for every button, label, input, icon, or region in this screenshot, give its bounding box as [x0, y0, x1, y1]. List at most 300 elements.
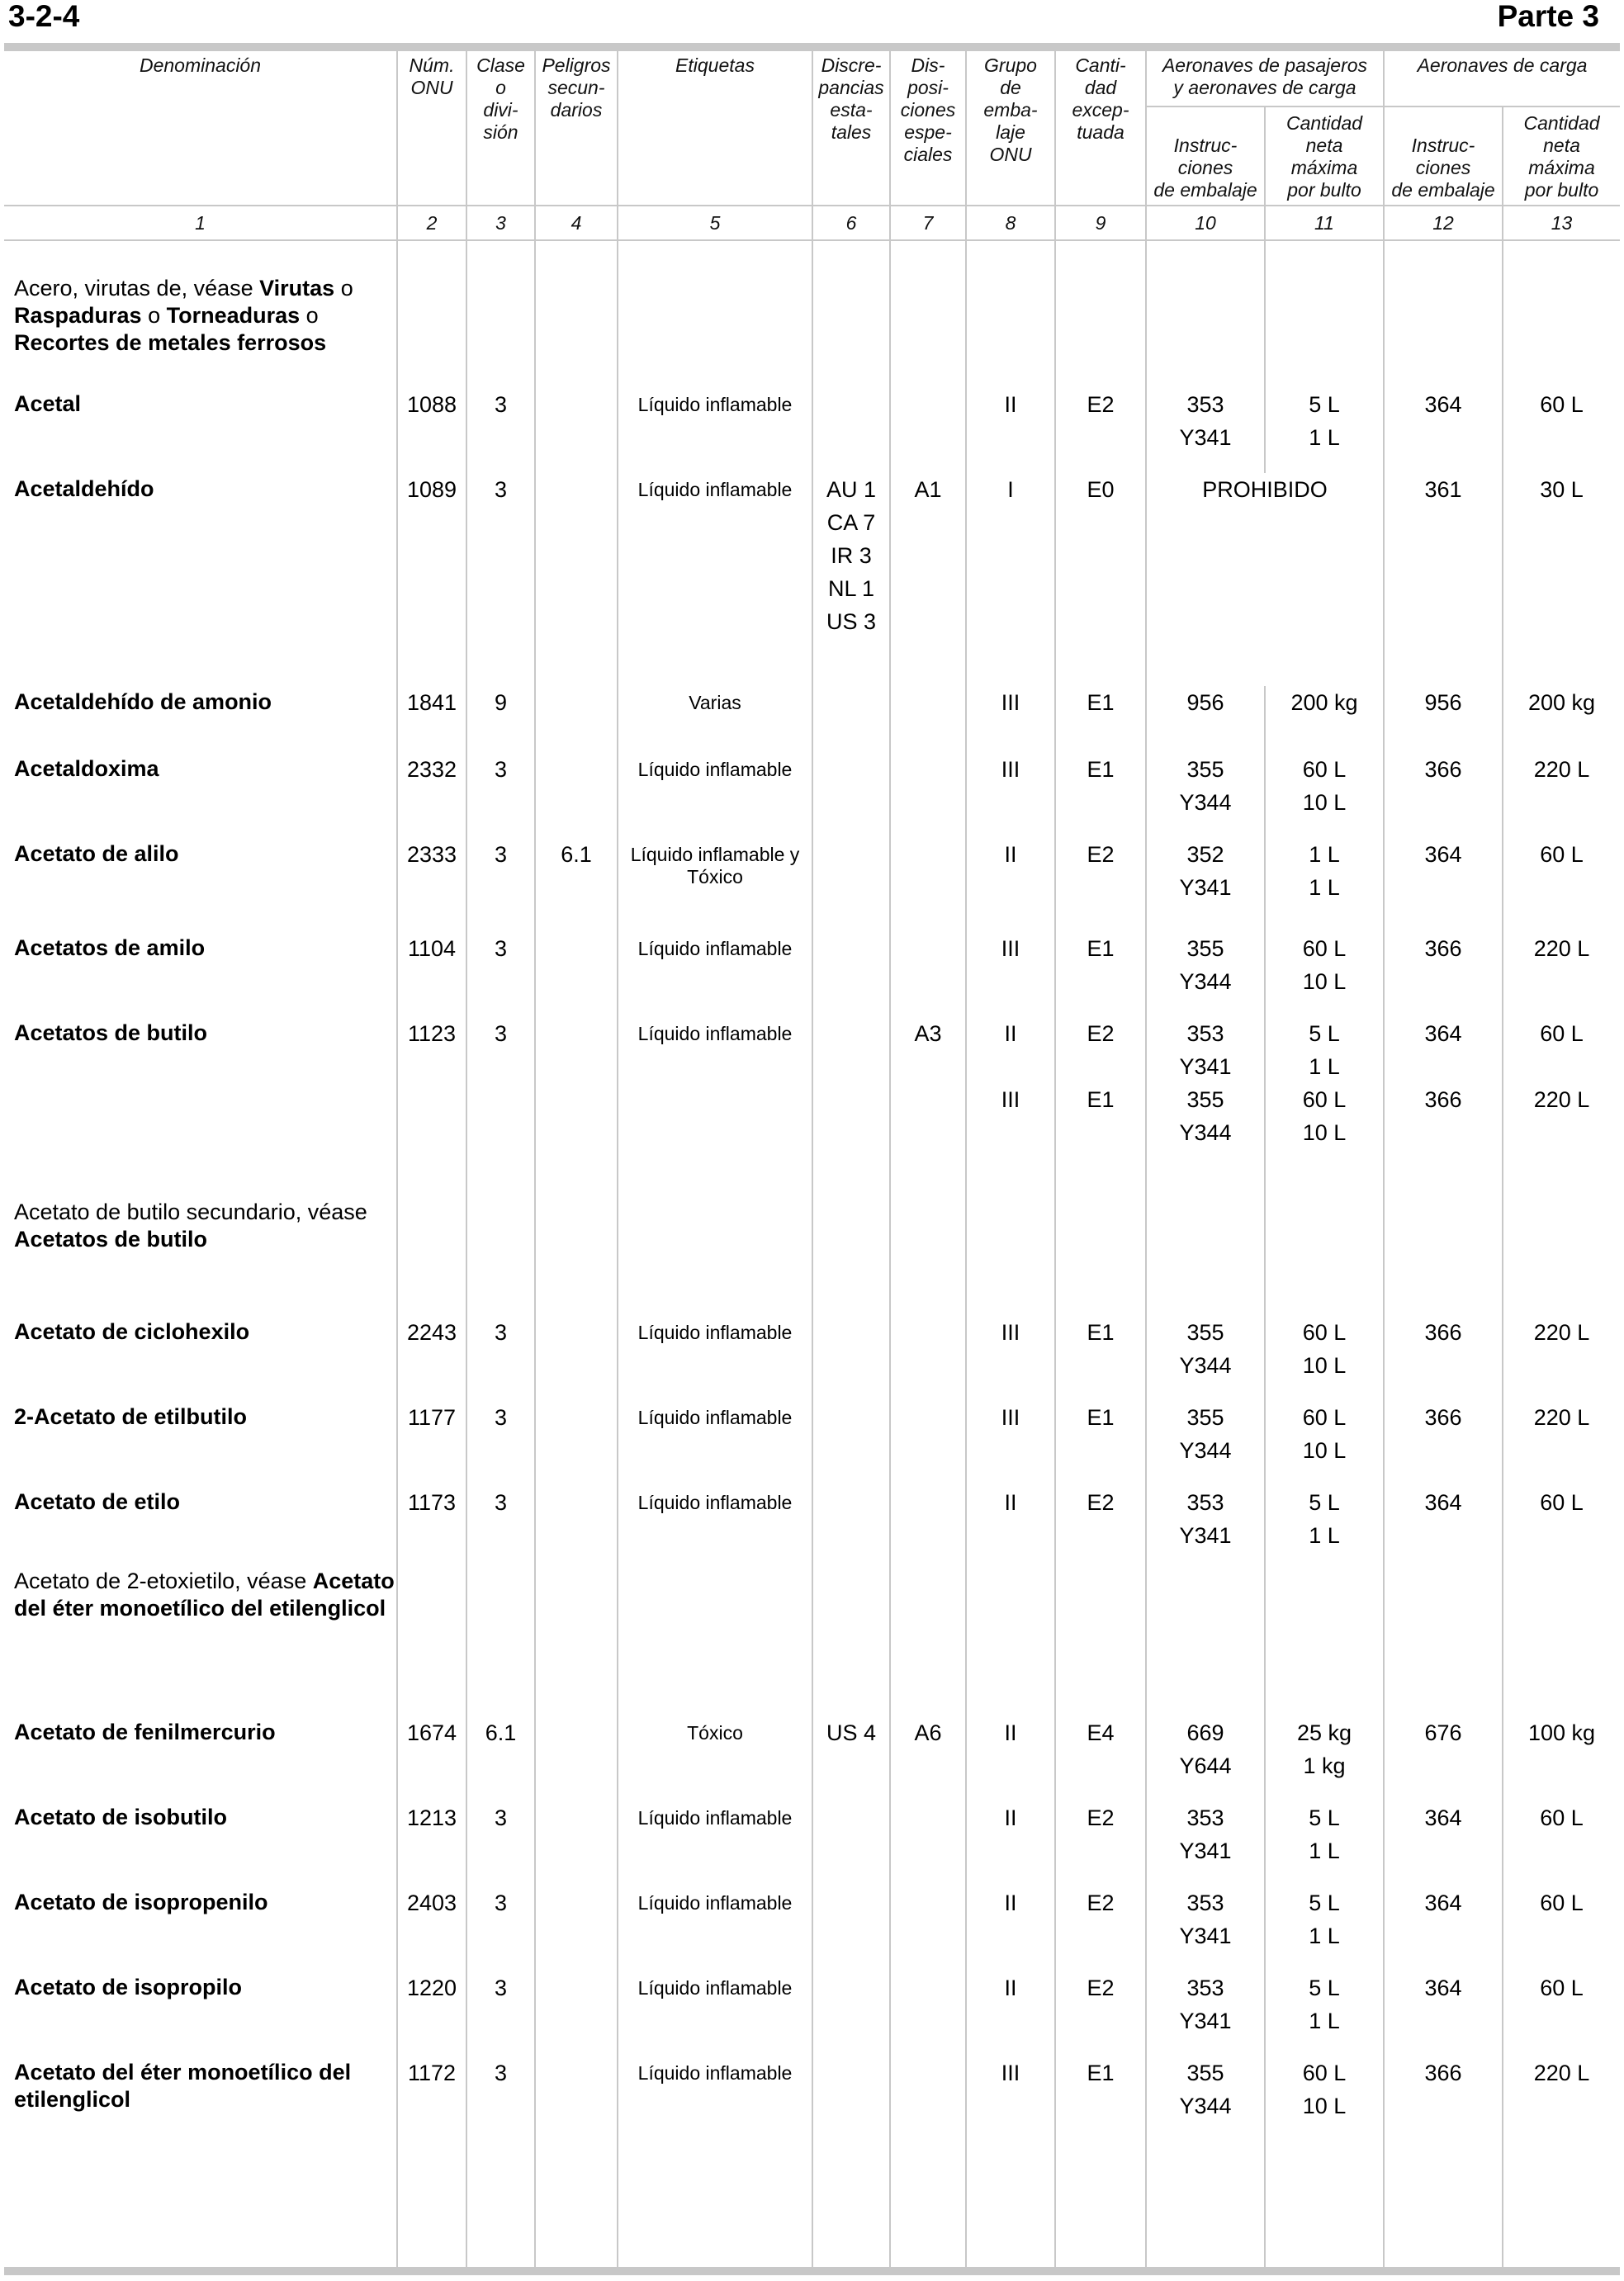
- filler-cell: [1503, 2141, 1620, 2267]
- state-variation-cell: [812, 753, 890, 838]
- cell-line: E1: [1087, 1087, 1115, 1112]
- un-number-cell: [397, 2056, 466, 2141]
- cell-text: 3: [494, 1805, 508, 1830]
- cell-line: E1: [1087, 2061, 1115, 2085]
- cell-line: 352: [1186, 842, 1224, 867]
- subsidiary-hazard-cell: [535, 1716, 618, 1801]
- passenger-quantity-cell: [1265, 753, 1384, 838]
- passenger-instruction-cell: [1146, 1801, 1265, 1886]
- state-variation-cell: [812, 1716, 890, 1801]
- cell-text: 1104: [407, 936, 457, 961]
- subsidiary-hazard-cell: [535, 1971, 618, 2056]
- cell-line: [967, 1050, 1054, 1083]
- header-line: ONU: [410, 77, 453, 98]
- cell-text: 3: [494, 392, 508, 417]
- cell-line: E2: [1087, 1805, 1115, 1830]
- filler-cell: [466, 2141, 535, 2267]
- subsidiary-hazard-cell: [535, 686, 618, 753]
- cell-text: Líquido inflamable: [637, 759, 793, 780]
- denominacion-cell: [4, 2056, 397, 2141]
- cell-line: 353: [1186, 1891, 1224, 1915]
- cell-line: E1: [1087, 936, 1115, 961]
- cargo-instruction-cell: [1384, 686, 1503, 753]
- un-number-cell: [397, 1716, 466, 1801]
- cell-line: II: [1004, 1490, 1017, 1515]
- cell-line: 355: [1186, 1320, 1224, 1345]
- col-discrepancias: [812, 51, 890, 206]
- header-line: Instruc-: [1411, 135, 1475, 156]
- empty-cell: [535, 1196, 618, 1316]
- packing-group-cell: [966, 1486, 1055, 1565]
- passenger-quantity-cell: [1265, 838, 1384, 932]
- substance-name: Acetato de fenilmercurio: [14, 1720, 276, 1744]
- empty-cell: [1265, 272, 1384, 388]
- cargo-quantity-cell: [1503, 1971, 1620, 2056]
- subsidiary-hazard-cell: [535, 753, 618, 838]
- cell-line: Y341: [1179, 425, 1232, 450]
- empty-cell: [466, 1196, 535, 1316]
- cell-text: 1841: [406, 690, 457, 715]
- substance-name: Acetatos de amilo: [14, 935, 206, 960]
- cell-line: 366: [1424, 1320, 1462, 1345]
- un-number-cell: [397, 686, 466, 753]
- special-provision-cell: [890, 1401, 966, 1486]
- special-provision-cell: [890, 1971, 966, 2056]
- cell-line: 60 L: [1540, 1891, 1584, 1915]
- cell-line: III: [1001, 936, 1020, 961]
- cell-text: 1173: [407, 1490, 457, 1515]
- label-cell: [618, 1401, 812, 1486]
- packing-group-cell: [966, 1886, 1055, 1971]
- excepted-quantity-cell: [1055, 686, 1146, 753]
- packing-group-cell: [966, 1716, 1055, 1801]
- cell-line: III: [1001, 1320, 1020, 1345]
- subsidiary-hazard-cell: [535, 1486, 618, 1565]
- passenger-quantity-cell: [1265, 1401, 1384, 1486]
- table-row: [4, 388, 1620, 473]
- col-clase: [466, 51, 535, 206]
- cargo-quantity-cell: [1503, 473, 1620, 686]
- cell-line: E2: [1087, 1976, 1115, 2000]
- cell-text: 1089: [406, 477, 457, 502]
- col-cantidad-exceptuada: [1055, 51, 1146, 206]
- filler-cell: [1265, 2141, 1384, 2267]
- special-provision-cell: [890, 1716, 966, 1801]
- cell-line: [1056, 1050, 1145, 1083]
- passenger-quantity-cell: [1265, 1886, 1384, 1971]
- table-row: [4, 1716, 1620, 1801]
- cargo-instruction-cell: [1384, 1017, 1503, 1196]
- col-etiquetas: Etiquetas: [618, 51, 812, 206]
- empty-cell: [966, 1196, 1055, 1316]
- cell-text: Líquido inflamable: [637, 394, 793, 415]
- filler-cell: [1146, 2141, 1265, 2267]
- cell-line: Y341: [1179, 2009, 1232, 2033]
- cell-line: E1: [1087, 757, 1115, 782]
- empty-cell: [812, 1196, 890, 1316]
- cell-line: 60 L: [1540, 392, 1584, 417]
- empty-cell: [1055, 1565, 1146, 1716]
- empty-cell: [1503, 272, 1620, 388]
- cell-line: 5 L: [1309, 1805, 1340, 1830]
- cell-line: III: [1001, 690, 1020, 715]
- spacer-cell: [890, 240, 966, 272]
- cell-line: 200 kg: [1290, 690, 1358, 715]
- table-row: [4, 1316, 1620, 1401]
- empty-cell: [1384, 272, 1503, 388]
- packing-group-cell: [966, 1017, 1055, 1196]
- state-variation-cell: [812, 2056, 890, 2141]
- cell-line: 5 L: [1309, 1490, 1340, 1515]
- filler-cell: [890, 2141, 966, 2267]
- filler-cell: [1055, 2141, 1146, 2267]
- filler-cell: [812, 2141, 890, 2267]
- filler-row: [4, 2141, 1620, 2267]
- col-instrucciones-carga: [1384, 106, 1503, 206]
- spacer-row: [4, 240, 1620, 272]
- table-row: [4, 686, 1620, 753]
- cell-line: [1503, 1050, 1620, 1083]
- spacer-cell: [1055, 240, 1146, 272]
- filler-cell: [618, 2141, 812, 2267]
- cell-line: US 4: [826, 1720, 877, 1745]
- header-line: Discre-: [821, 54, 882, 76]
- header-line: neta: [1305, 135, 1343, 156]
- cell-line: 60 L: [1302, 1087, 1347, 1112]
- subsidiary-hazard-cell: [535, 1017, 618, 1196]
- cell-line: [1385, 1050, 1502, 1083]
- cell-line: US 3: [826, 609, 877, 634]
- passenger-instruction-cell: [1146, 1017, 1265, 1196]
- denominacion-cell: [4, 473, 397, 686]
- empty-cell: [535, 272, 618, 388]
- spacer-cell: [397, 240, 466, 272]
- cell-line: III: [1001, 1405, 1020, 1430]
- un-number-cell: [397, 1486, 466, 1565]
- substance-name: Acetato de isopropenilo: [14, 1890, 268, 1914]
- packing-group-cell: [966, 1801, 1055, 1886]
- substance-name: Acetato de isopropilo: [14, 1975, 243, 1999]
- cargo-quantity-cell: [1503, 1716, 1620, 1801]
- cell-line: E1: [1087, 1405, 1115, 1430]
- label-cell: [618, 388, 812, 473]
- prohibited-text: PROHIBIDO: [1202, 477, 1328, 502]
- group-carga: [1384, 51, 1620, 106]
- cell-line: 1 L: [1309, 1054, 1340, 1079]
- passenger-instruction-cell: [1146, 1486, 1265, 1565]
- spacer-cell: [535, 240, 618, 272]
- passenger-instruction-cell: [1146, 1971, 1265, 2056]
- cell-text: 3: [494, 757, 508, 782]
- spacer-cell: [4, 240, 397, 272]
- substance-name: Acetaldehído: [14, 476, 154, 501]
- cell-text: 1177: [407, 1405, 457, 1430]
- empty-cell: [1055, 1196, 1146, 1316]
- col-disposiciones: [890, 51, 966, 206]
- header-line: Grupo: [984, 54, 1037, 76]
- cell-text: 1220: [406, 1976, 457, 2000]
- cell-line: 366: [1424, 1087, 1462, 1112]
- cell-line: E1: [1087, 1320, 1115, 1345]
- cell-line: 676: [1424, 1720, 1462, 1745]
- header-line: Peligros: [542, 54, 611, 76]
- cell-line: 60 L: [1540, 842, 1584, 867]
- cell-text: Varias: [689, 692, 741, 713]
- reference-text: o: [334, 276, 353, 301]
- header-line: excep-: [1072, 99, 1129, 121]
- label-cell: [618, 686, 812, 753]
- class-cell: [466, 1886, 535, 1971]
- empty-cell: [1146, 1196, 1265, 1316]
- cell-line: 353: [1186, 1805, 1224, 1830]
- cell-line: 200 kg: [1527, 690, 1596, 715]
- cell-line: E2: [1087, 842, 1115, 867]
- state-variation-cell: [812, 1316, 890, 1401]
- cell-line: 5 L: [1309, 1021, 1340, 1046]
- cell-line: 60 L: [1540, 1976, 1584, 2000]
- packing-group-cell: [966, 2056, 1055, 2141]
- cell-line: 10 L: [1302, 2094, 1347, 2118]
- cell-line: Y344: [1179, 1353, 1232, 1378]
- label-cell: [618, 2056, 812, 2141]
- cargo-instruction-cell: [1384, 388, 1503, 473]
- cell-text: 3: [494, 1320, 508, 1345]
- cargo-instruction-cell: [1384, 753, 1503, 838]
- header-line: ciones: [900, 99, 956, 121]
- header-line: ONU: [989, 144, 1032, 165]
- passenger-quantity-cell: [1265, 1017, 1384, 1196]
- passenger-quantity-cell: [1265, 1801, 1384, 1886]
- cargo-quantity-cell: [1503, 838, 1620, 932]
- substance-name: Acetal: [14, 391, 82, 416]
- cell-line: E2: [1087, 1891, 1115, 1915]
- column-numbers: [4, 206, 1620, 240]
- cargo-quantity-cell: [1503, 1886, 1620, 1971]
- empty-cell: [397, 1196, 466, 1316]
- cell-text: Líquido inflamable: [637, 1407, 793, 1428]
- cell-line: 1 L: [1309, 1839, 1340, 1863]
- empty-cell: [535, 1565, 618, 1716]
- table-row: [4, 1971, 1620, 2056]
- special-provision-cell: [890, 473, 966, 686]
- reference-target: Torneaduras: [166, 303, 301, 328]
- cell-line: 220 L: [1533, 936, 1590, 961]
- empty-cell: [618, 1565, 812, 1716]
- denominacion-cell: [4, 686, 397, 753]
- un-number-cell: [397, 1017, 466, 1196]
- empty-cell: [1384, 1565, 1503, 1716]
- cargo-instruction-cell: [1384, 1401, 1503, 1486]
- cell-line: Y344: [1179, 790, 1232, 815]
- label-cell: [618, 1716, 812, 1801]
- cell-text: 3: [494, 1891, 508, 1915]
- column-number: 5: [618, 206, 812, 240]
- excepted-quantity-cell: [1055, 753, 1146, 838]
- cell-line: 355: [1186, 2061, 1224, 2085]
- passenger-prohibited-cell: [1146, 473, 1384, 686]
- header-line: Cantidad: [1523, 112, 1600, 134]
- spacer-cell: [1146, 240, 1265, 272]
- cell-line: 60 L: [1302, 2061, 1347, 2085]
- cell-line: E2: [1087, 1021, 1115, 1046]
- un-number-cell: [397, 1316, 466, 1401]
- cell-text: A1: [914, 477, 942, 502]
- spacer-cell: [1265, 240, 1384, 272]
- class-cell: [466, 1486, 535, 1565]
- class-cell: [466, 1801, 535, 1886]
- class-cell: [466, 686, 535, 753]
- empty-cell: [1146, 272, 1265, 388]
- cell-line: 355: [1186, 757, 1224, 782]
- empty-cell: [1146, 1565, 1265, 1716]
- header-line: Cantidad: [1285, 112, 1363, 134]
- passenger-instruction-cell: [1146, 686, 1265, 753]
- spacer-cell: [618, 240, 812, 272]
- cell-line: 30 L: [1540, 477, 1584, 502]
- cell-text: Tóxico: [687, 1722, 743, 1744]
- state-variation-cell: [812, 932, 890, 1017]
- cargo-instruction-cell: [1384, 932, 1503, 1017]
- subsidiary-hazard-cell: [535, 838, 618, 932]
- label-cell: [618, 1801, 812, 1886]
- header-line: Clase: [476, 54, 525, 76]
- passenger-instruction-cell: [1146, 753, 1265, 838]
- cell-text: A3: [914, 1021, 942, 1046]
- cell-line: 353: [1186, 392, 1224, 417]
- cell-line: 364: [1424, 1976, 1462, 2000]
- cargo-quantity-cell: [1503, 388, 1620, 473]
- passenger-instruction-cell: [1146, 1716, 1265, 1801]
- empty-cell: [1265, 1565, 1384, 1716]
- cell-line: II: [1004, 392, 1017, 417]
- table-row: [4, 1401, 1620, 1486]
- subsidiary-hazard-cell: [535, 1886, 618, 1971]
- cell-line: 5 L: [1309, 1891, 1340, 1915]
- cell-line: 364: [1424, 1805, 1462, 1830]
- cargo-quantity-cell: [1503, 1486, 1620, 1565]
- cell-line: E0: [1087, 477, 1115, 502]
- excepted-quantity-cell: [1055, 1886, 1146, 1971]
- header-line: divi-: [483, 99, 518, 121]
- un-number-cell: [397, 1971, 466, 2056]
- cell-line: Y344: [1179, 969, 1232, 994]
- special-provision-cell: [890, 686, 966, 753]
- cell-line: II: [1004, 1720, 1017, 1745]
- header-line: Instruc-: [1173, 135, 1238, 156]
- cargo-instruction-cell: [1384, 838, 1503, 932]
- cell-line: 366: [1424, 1405, 1462, 1430]
- cell-text: 2243: [406, 1320, 457, 1345]
- special-provision-cell: [890, 1316, 966, 1401]
- empty-cell: [812, 272, 890, 388]
- state-variation-cell: [812, 473, 890, 686]
- cell-text: Líquido inflamable: [637, 938, 793, 959]
- header-line: por bulto: [1287, 179, 1361, 201]
- un-number-cell: [397, 1401, 466, 1486]
- header-line: tuada: [1077, 121, 1124, 143]
- reference-row: [4, 1565, 1620, 1716]
- empty-cell: [966, 272, 1055, 388]
- denominacion-cell: [4, 1886, 397, 1971]
- packing-group-cell: [966, 388, 1055, 473]
- table-row: [4, 1017, 1620, 1196]
- un-number-cell: [397, 753, 466, 838]
- special-provision-cell: [890, 1886, 966, 1971]
- table-body: [4, 240, 1620, 2267]
- subsidiary-hazard-cell: [535, 1316, 618, 1401]
- cell-text: Líquido inflamable: [637, 2062, 793, 2084]
- cell-text: Líquido inflamable: [637, 1892, 793, 1914]
- header-line: emba-: [983, 99, 1038, 121]
- reference-row: [4, 1196, 1620, 1316]
- subsidiary-hazard-cell: [535, 932, 618, 1017]
- excepted-quantity-cell: [1055, 473, 1146, 686]
- excepted-quantity-cell: [1055, 2056, 1146, 2141]
- special-provision-cell: [890, 388, 966, 473]
- denominacion-cell: [4, 1316, 397, 1401]
- empty-cell: [618, 1196, 812, 1316]
- label-cell: [618, 1971, 812, 2056]
- cell-line: 60 L: [1302, 1320, 1347, 1345]
- excepted-quantity-cell: [1055, 1401, 1146, 1486]
- cell-line: 60 L: [1540, 1805, 1584, 1830]
- cell-line: 10 L: [1302, 1120, 1347, 1145]
- state-variation-cell: [812, 838, 890, 932]
- denominacion-cell: [4, 1196, 397, 1316]
- denominacion-cell: [4, 1565, 397, 1716]
- header-line: Canti-: [1075, 54, 1126, 76]
- col-peligros: [535, 51, 618, 206]
- cargo-instruction-cell: [1384, 1971, 1503, 2056]
- column-number: 8: [966, 206, 1055, 240]
- cargo-instruction-cell: [1384, 473, 1503, 686]
- label-cell: [618, 1017, 812, 1196]
- passenger-quantity-cell: [1265, 2056, 1384, 2141]
- denominacion-cell: [4, 1801, 397, 1886]
- dangerous-goods-table: [4, 51, 1620, 2267]
- label-cell: [618, 1886, 812, 1971]
- cell-line: 1 L: [1309, 875, 1340, 900]
- substance-name: Acetaldoxima: [14, 756, 159, 781]
- cell-text: 1088: [406, 392, 457, 417]
- cell-text: 3: [494, 1405, 508, 1430]
- cell-line: 353: [1186, 1490, 1224, 1515]
- substance-name: Acetato de ciclohexilo: [14, 1319, 250, 1344]
- cell-line: 220 L: [1533, 757, 1590, 782]
- un-number-cell: [397, 1801, 466, 1886]
- filler-cell: [397, 2141, 466, 2267]
- reference-target: Raspaduras: [14, 303, 142, 328]
- cell-line: 60 L: [1540, 1021, 1584, 1046]
- cell-line: Y341: [1179, 1839, 1232, 1863]
- label-cell: [618, 838, 812, 932]
- passenger-instruction-cell: [1146, 1316, 1265, 1401]
- filler-cell: [535, 2141, 618, 2267]
- class-cell: [466, 2056, 535, 2141]
- table-row: [4, 1486, 1620, 1565]
- cell-text: Líquido inflamable: [637, 1322, 793, 1343]
- cell-line: 60 L: [1302, 936, 1347, 961]
- cell-line: 361: [1424, 477, 1462, 502]
- special-provision-cell: [890, 1486, 966, 1565]
- cargo-instruction-cell: [1384, 1716, 1503, 1801]
- subsidiary-hazard-cell: [535, 1801, 618, 1886]
- cell-line: II: [1004, 1976, 1017, 2000]
- passenger-quantity-cell: [1265, 1971, 1384, 2056]
- header-line: ciones: [1415, 157, 1471, 178]
- cell-line: 1 L: [1309, 842, 1340, 867]
- cell-line: 366: [1424, 2061, 1462, 2085]
